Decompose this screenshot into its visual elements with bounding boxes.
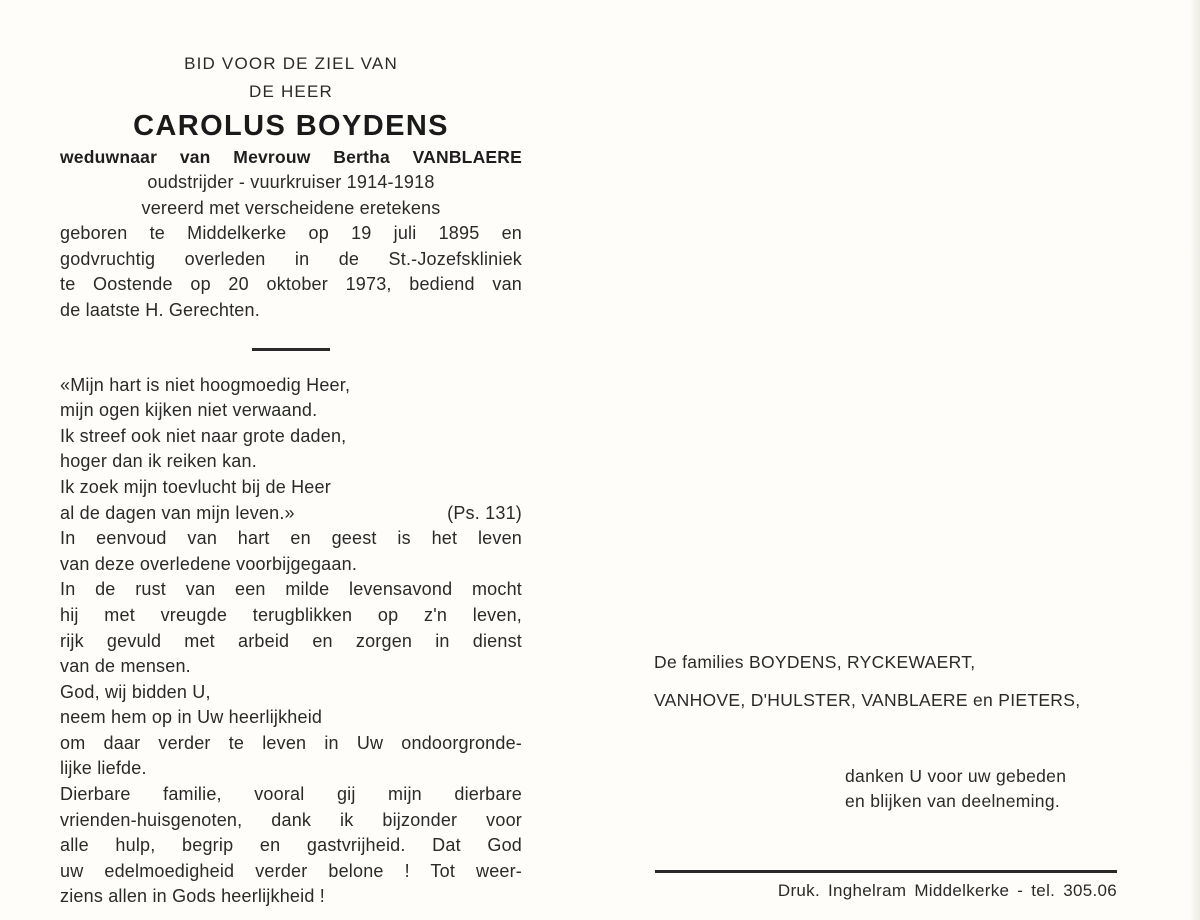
psalm-line: «Mijn hart is niet hoogmoedig Heer, <box>60 374 351 395</box>
body-line: ziens allen in Gods heerlijkheid ! <box>60 886 325 907</box>
body-line: vrienden-huisgenoten, dank ik bijzonder voor <box>60 809 522 830</box>
body-line: hij met vreugde terugblikken op z'n leven, <box>60 604 522 625</box>
left-panel <box>60 50 522 910</box>
psalm-line: al de dagen van mijn leven.» <box>60 502 295 523</box>
body-line: In de rust van een milde levensavond mocht <box>60 579 522 600</box>
body-line: lijke liefde. <box>60 758 147 779</box>
widower-line: weduwnaar van Mevrouw Bertha VANBLAERE <box>60 147 522 167</box>
psalm-reference: (Ps. 131) <box>447 502 522 523</box>
bio-line: godvruchtig overleden in de St.-Jozefskliniek <box>60 248 522 269</box>
body-line: In eenvoud van hart en geest is het leven <box>60 528 522 549</box>
body-line: neem hem op in Uw heerlijkheid <box>60 707 323 728</box>
body-line: van de mensen. <box>60 656 191 677</box>
thanks-line-2: en blijken van deelneming. <box>845 791 1061 811</box>
card-edge-shadow <box>1190 0 1200 920</box>
header-line-1: BID VOOR DE ZIEL VAN <box>184 54 398 73</box>
body-line: om daar verder te leven in Uw ondoorgronde- <box>60 732 522 753</box>
divider-rule <box>252 348 330 351</box>
thanks-line-1: danken U voor uw gebeden <box>845 766 1067 786</box>
psalm-line: Ik zoek mijn toevlucht bij de Heer <box>60 476 331 497</box>
deceased-name: CAROLUS BOYDENS <box>133 110 449 142</box>
psalm-line: Ik streef ook niet naar grote daden, <box>60 425 347 446</box>
psalm-line: hoger dan ik reiken kan. <box>60 451 257 472</box>
body-line: Dierbare familie, vooral gij mijn dierbare <box>60 784 522 805</box>
title-line-2: vereerd met verscheidene eretekens <box>141 197 441 218</box>
body-line: rijk gevuld met arbeid en zorgen in dienst <box>60 630 522 651</box>
printer-credit: Druk. Inghelram Middelkerke - tel. 305.06 <box>777 881 1117 900</box>
body-text <box>60 526 522 910</box>
body-line: alle hulp, begrip en gastvrijheid. Dat God <box>60 835 522 856</box>
thanks-block <box>845 764 1117 814</box>
bio-line: de laatste H. Gerechten. <box>60 299 260 320</box>
title-line-1: oudstrijder - vuurkruiser 1914-1918 <box>147 172 435 192</box>
printer-rule <box>655 870 1117 873</box>
body-line: God, wij bidden U, <box>60 681 211 702</box>
header-line-2: DE HEER <box>249 82 333 101</box>
psalm-last-row <box>60 501 522 527</box>
psalm-line: mijn ogen kijken niet verwaand. <box>60 400 318 421</box>
body-line: van deze overledene voorbijgegaan. <box>60 553 358 574</box>
bio-line: te Oostende op 20 oktober 1973, bediend van <box>60 274 522 295</box>
families-line-2: VANHOVE, D'HULSTER, VANBLAERE en PIETERS, <box>654 690 1081 710</box>
families-line-1: De families BOYDENS, RYCKEWAERT, <box>654 652 976 672</box>
body-line: uw edelmoedigheid verder belone ! Tot weer- <box>60 860 522 881</box>
families-block <box>654 648 1114 714</box>
bio-line: geboren te Middelkerke op 19 juli 1895 en <box>60 223 522 244</box>
